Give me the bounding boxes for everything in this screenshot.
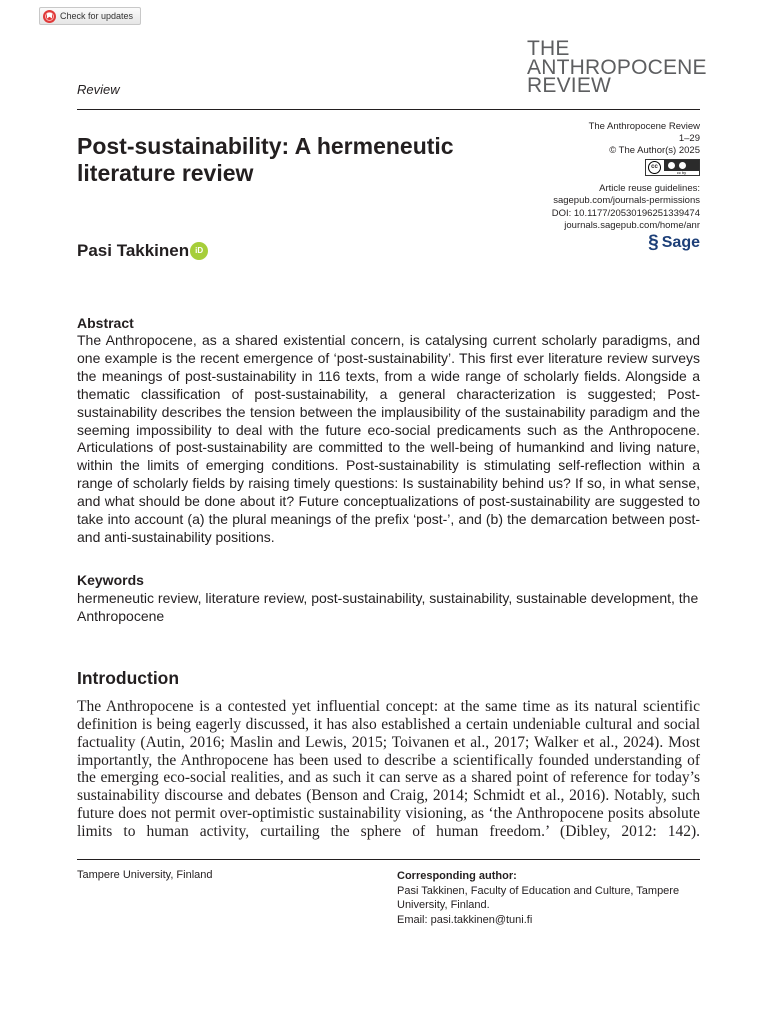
corresponding-address: Pasi Takkinen, Faculty of Education and Culture, Tampere University, Finland. (397, 884, 680, 912)
meta-pages: 1–29 (678, 133, 700, 145)
journal-logo (527, 37, 707, 97)
introduction-text: The Anthropocene is a contested yet influential concept: at the same time as its natural scientific definition is being eagerly discussed, it has also established a certain undeniable cultural and social factuality (Autin, 2016; Maslin and Lewis, 2015; Toivanen et al., 2017; Walker et al., 2024). Most importantly, the Anthropocene has been used to describe a scientifically founded understanding of the emerging eco-social realities, and as such it can serve as a shared point of reference for today’s sustainability discourse and debates (Benson and Craig, 2014; Schmidt et al., 2016). Notably, such future does not permit over-optimistic sustainability visioning, as ‘the Anthropocene posits absolute limits to human activity, curtailing the sphere of human freedom.’ (Dibley, 2012: 142). (77, 698, 700, 840)
cc-by-license-icon[interactable]: cc cc by (645, 159, 700, 176)
abstract-heading: Abstract (77, 315, 134, 331)
keywords-heading: Keywords (77, 572, 144, 588)
journal-logo-line2: ANTHROPOCENE (527, 55, 707, 79)
corresponding-heading: Corresponding author: (397, 870, 517, 882)
meta-copyright: © The Author(s) 2025 (609, 145, 700, 157)
affiliation: Tampere University, Finland (77, 869, 213, 881)
footer-rule (77, 859, 700, 860)
publisher-logo (648, 232, 700, 254)
check-for-updates-label: Check for updates (60, 11, 134, 21)
section-label: Review (77, 82, 120, 97)
corresponding-author (397, 869, 701, 927)
bookmark-icon (43, 10, 56, 23)
journal-logo-line3: REVIEW (527, 74, 612, 97)
article-meta (552, 121, 700, 232)
keywords-text: hermeneutic review, literature review, post-sustainability, sustainability, sustainable development, the Anthropocene (77, 590, 699, 624)
article-title: Post-sustainability: A hermeneutic literature review (77, 133, 454, 186)
sage-s-icon: § (648, 232, 659, 253)
meta-journal-link[interactable]: journals.sagepub.com/home/anr (564, 219, 700, 231)
meta-journal: The Anthropocene Review (588, 121, 700, 132)
header-rule (77, 109, 700, 110)
abstract-text: The Anthropocene, as a shared existential concern, is catalysing current scholarly paradigms, and one example is the recent emergence of ‘post-sustainability’. This first ever literature review surveys the meanings of post-sustainability in 116 texts, from a wide range of scholarly fields. Alongside a thematic classification of post-sustainability, a general characterization is suggested; Post-sustainability describes the tension between the implausibility of the sustainability paradigm and the seeming impossibility to deal with the future eco-social predicaments such as the Anthropocene. Articulations of post-sustainability are committed to the well-being of humankind and living nature, within the limits of emerging conditions. Post-sustainability is stimulating self-reflection within a range of scholarly fields by raising timely questions: Is sustainability behind us? If so, in what sense, and what should be done about it? Future conceptualizations of post-sustainability are suggested to take into account (a) the plural meanings of the prefix ‘post-’, and (b) the demarcation between post- and anti-sustainability positions. (77, 332, 700, 545)
author-line (77, 241, 208, 261)
orcid-icon[interactable]: iD (190, 242, 208, 260)
introduction-heading: Introduction (77, 668, 180, 688)
check-for-updates-button[interactable] (39, 7, 141, 25)
meta-reuse-link[interactable]: sagepub.com/journals-permissions (553, 195, 700, 207)
author-name: Pasi Takkinen (77, 241, 190, 260)
publisher-name: Sage (661, 234, 700, 251)
journal-logo-line1: THE (527, 37, 570, 60)
meta-reuse-label: Article reuse guidelines: (599, 183, 700, 195)
corresponding-email[interactable]: Email: pasi.takkinen@tuni.fi (397, 913, 533, 926)
meta-doi[interactable]: DOI: 10.1177/20530196251339474 (551, 207, 700, 219)
